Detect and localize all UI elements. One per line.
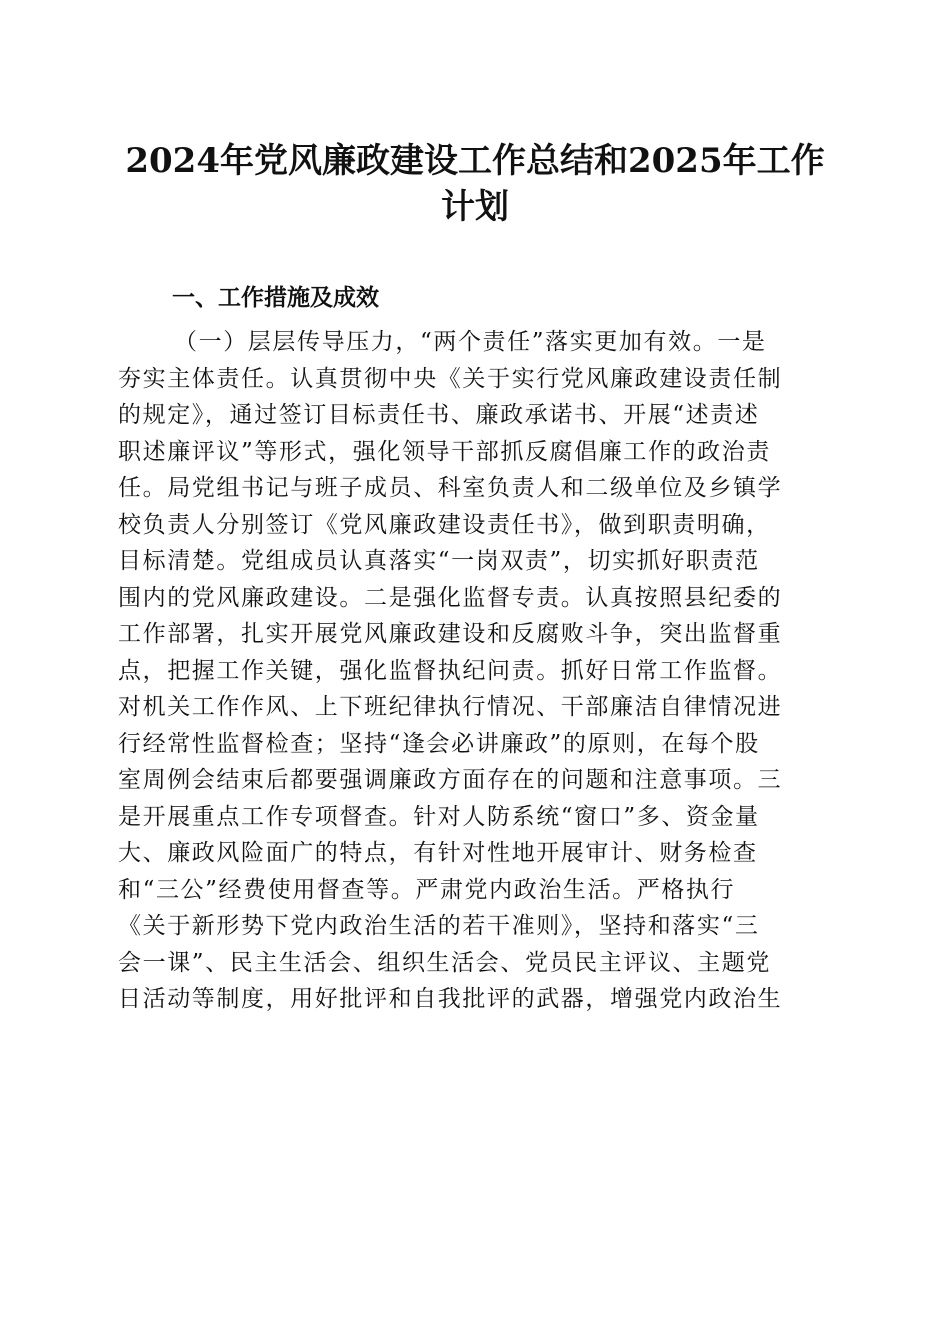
body-line: 任。局党组书记与班子成员、科室负责人和二级单位及乡镇学 — [118, 475, 783, 501]
body-paragraph — [118, 324, 828, 1018]
section-heading: 一、工作措施及成效 — [172, 285, 379, 311]
body-line: 校负责人分别签订《党风廉政建设责任书》，做到职责明确， — [118, 511, 771, 538]
body-line: 行经常性监督检查；坚持“逢会必讲廉政”的原则，在每个股 — [118, 730, 760, 757]
body-line: 室周例会结束后都要强调廉政方面存在的问题和注意事项。三 — [118, 767, 783, 793]
body-line: 围内的党风廉政建设。二是强化监督专责。认真按照县纪委的 — [118, 584, 783, 611]
body-line: 大、廉政风险面广的特点，有针对性地开展审计、财务检查 — [118, 840, 758, 866]
body-line: 会一课”、民主生活会、组织生活会、党员民主评议、主题党 — [118, 949, 771, 976]
body-line: 的规定》，通过签订目标责任书、廉政承诺书、开展“述责述 — [118, 402, 760, 428]
document-title — [110, 138, 840, 230]
body-line: 工作部署，扎实开展党风廉政建设和反腐败斗争，突出监督重 — [118, 621, 783, 647]
body-line: 夯实主体责任。认真贯彻中央《关于实行党风廉政建设责任制 — [118, 365, 783, 392]
body-line: 是开展重点工作专项督查。针对人防系统“窗口”多、资金量 — [118, 803, 760, 830]
body-line: 点，把握工作关键，强化监督执纪问责。抓好日常工作监督。 — [118, 657, 783, 684]
body-line: 目标清楚。党组成员认真落实“一岗双责”，切实抓好职责范 — [118, 548, 760, 574]
title-line-2: 计划 — [441, 187, 509, 227]
body-line: 职述廉评议”等形式，强化领导干部抓反腐倡廉工作的政治责 — [118, 438, 771, 465]
body-line: 对机关工作作风、上下班纪律执行情况、干部廉洁自律情况进 — [118, 694, 783, 720]
body-line: （一）层层传导压力，“两个责任”落实更加有效。一是 — [174, 329, 767, 355]
title-line-1: 2024年党风廉政建设工作总结和2025年工作 — [125, 141, 825, 181]
body-line: 日活动等制度，用好批评和自我批评的武器，增强党内政治生 — [118, 986, 783, 1012]
body-line: 和“三公”经费使用督查等。严肃党内政治生活。严格执行 — [118, 876, 736, 903]
body-line: 《关于新形势下党内政治生活的若干准则》，坚持和落实“三 — [118, 913, 760, 939]
